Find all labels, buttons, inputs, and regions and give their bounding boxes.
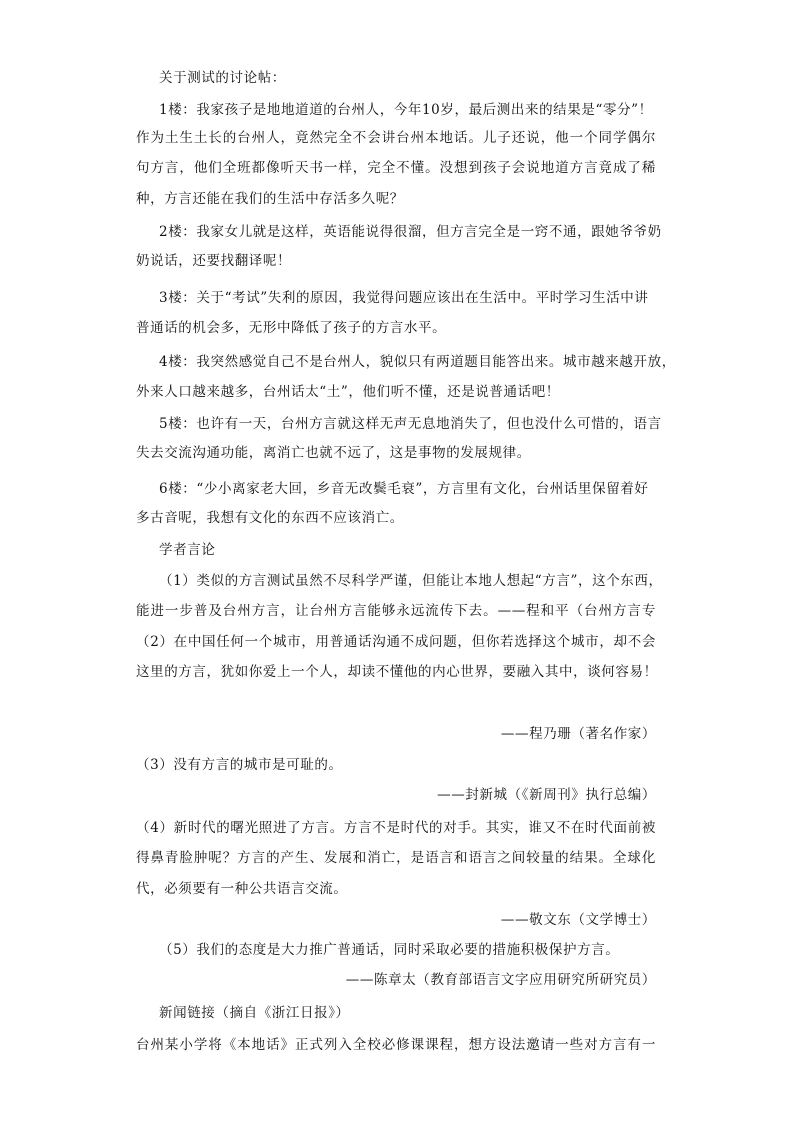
quote4-line1: （4）新时代的曙光照进了方言。方言不是时代的对手。其实，谁又不在时代面前被 — [136, 820, 656, 836]
quote4-line2: 得鼻青脸肿呢？方言的产生、发展和消亡，是语言和语言之间较量的结果。全球化 — [136, 850, 656, 866]
floor1-line4: 种，方言还能在我们的生活中存活多久呢？ — [136, 191, 404, 207]
quote2-attribution: ——程乃珊（著名作家） — [500, 726, 656, 742]
discussion-title: 关于测试的讨论帖： — [159, 70, 286, 86]
floor1-line3: 句方言，他们全班都像听天书一样，完全不懂。没想到孩子会说地道方言竟成了稀 — [136, 160, 656, 176]
floor6-line2: 多古音呢，我想有文化的东西不应该消亡。 — [136, 510, 404, 526]
floor2-line1: 2楼：我家女儿就是这样，英语能说得很溜，但方言完全是一窍不通，跟她爷爷奶 — [159, 224, 662, 240]
floor3-line1: 3楼：关于“考试”失利的原因，我觉得问题应该出在生活中。平时学习生活中讲 — [159, 290, 649, 306]
quote5-attribution: ——陈章太（教育部语言文字应用研究所研究员） — [345, 972, 656, 988]
floor4-line1: 4楼：我突然感觉自己不是台州人，貌似只有两道题目能答出来。城市越来越开放， — [159, 354, 676, 370]
news-line1: 台州某小学将《本地话》正式列入全校必修课课程，想方设法邀请一些对方言有一 — [136, 1037, 656, 1053]
quote1-line1: （1）类似的方言测试虽然不尽科学严谨，但能让本地人想起“方言”，这个东西， — [159, 573, 663, 589]
floor3-line2: 普通话的机会多，无形中降低了孩子的方言水平。 — [136, 320, 447, 336]
quote4-line3: 代，必须要有一种公共语言交流。 — [136, 881, 348, 897]
quote3-line1: （3）没有方言的城市是可耻的。 — [136, 757, 343, 773]
floor5-line2: 失去交流沟通功能，离消亡也就不远了，这是事物的发展规律。 — [136, 445, 531, 461]
floor4-line2: 外来人口越来越多，台州话太“土”，他们听不懂，还是说普通话吧！ — [136, 384, 560, 400]
quote2-line1: （2）在中国任何一个城市，用普通话沟通不成问题，但你若选择这个城市，却不会 — [136, 634, 656, 650]
quote2-line2: 这里的方言，犹如你爱上一个人，却读不懂他的内心世界，要融入其中，谈何容易！ — [136, 664, 658, 680]
floor1-line2: 作为土生土长的台州人，竟然完全不会讲台州本地话。儿子还说，他一个同学偶尔 — [136, 130, 656, 146]
floor5-line1: 5楼：也许有一天，台州方言就这样无声无息地消失了，但也没什么可惜的，语言 — [159, 416, 662, 432]
scholars-heading: 学者言论 — [159, 542, 216, 558]
news-heading: 新闻链接（摘自《浙江日报》） — [159, 1005, 350, 1021]
quote4-attribution: ——敬文东（文学博士） — [500, 912, 656, 928]
floor2-line2: 奶说话，还要找翻译呢！ — [136, 253, 292, 269]
quote3-attribution: ——封新城（《新周刊》执行总编） — [437, 787, 656, 803]
floor1-line1: 1楼：我家孩子是地地道道的台州人，今年10岁，最后测出来的结果是“零分”！ — [159, 102, 653, 118]
quote5-line1: （5）我们的态度是大力推广普通话，同时采取必要的措施积极保护方言。 — [159, 942, 620, 958]
floor6-line1: 6楼：“少小离家老大回，乡音无改鬓毛衰”，方言里有文化，台州话里保留着好 — [159, 481, 649, 497]
quote1-line2: 能进一步普及台州方言，让台州方言能够永远流传下去。——程和平（台州方言专 — [136, 603, 656, 619]
